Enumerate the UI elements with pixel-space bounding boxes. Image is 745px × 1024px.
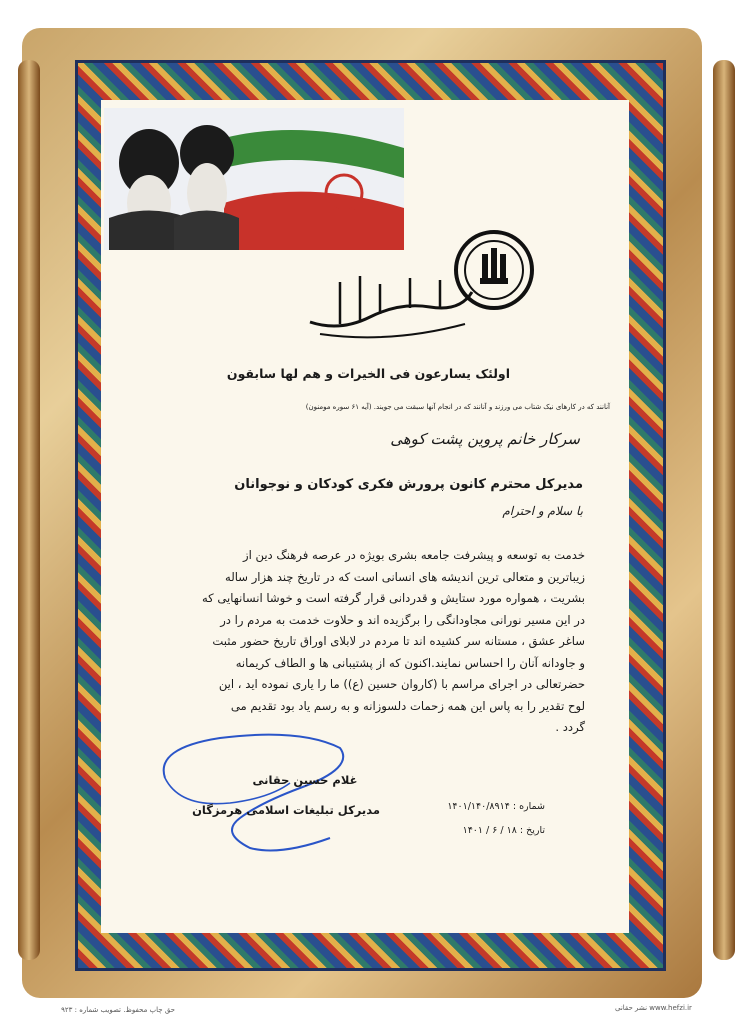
quran-verse: اولئک یسارعون فی الخیرات و هم لها سابقون <box>226 366 510 381</box>
addressee-position: مدیرکل محترم کانون پرورش فکری کودکان و نوجوانان <box>234 477 583 492</box>
signer-name: غلام حسین حقانی <box>252 773 358 787</box>
handwritten-signature <box>150 728 360 858</box>
document-number: شماره : ۱۴۰۱/۱۴۰/۸۹۱۴ <box>447 801 545 812</box>
body-line: بشریت ، همواره مورد ستایش و قدردانی قرار گرفته است و خوشا انسانهایی که <box>201 591 585 605</box>
body-line: لوح تقدیر را به پاس این همه زحمات دلسوزانه و به رسم یاد بود تقدیم می <box>230 698 585 713</box>
scroll-rod-left <box>18 60 40 960</box>
body-line: در این مسیر نورانی مجاودانگی را برگزیده اند و حلاوت خدمت به مردم را در <box>220 612 585 627</box>
body-line: خدمت به توسعه و پیشرفت جامعه بشری بویژه در عرصه فرهنگ دین از <box>242 548 585 562</box>
signer-title: مدیرکل تبلیغات اسلامی هرمزگان <box>192 803 380 817</box>
document-date: تاریخ : ۱۸ / ۶ / ۱۴۰۱ <box>462 825 545 836</box>
bismillah-calligraphy <box>300 262 480 342</box>
body-line: ساغر عشق ، مستانه سر کشیده اند تا مردم در لابلای اوراق تاریخ حضور مثبت <box>212 634 585 648</box>
scroll-rod-right <box>713 60 735 960</box>
verse-translation: آنانند که در کارهای نیک شتاب می ورزند و آنانند که در انجام آنها سبقت می جویند. (آیه ۶۱ سوره مومنون) <box>305 403 610 411</box>
greeting: با سلام و احترام <box>502 504 583 518</box>
body-line: حضرتعالی در اجرای مراسم با (کاروان حسین (ع)) ما را یاری نموده اید ، این <box>218 677 585 691</box>
body-line: زیباترین و متعالی ترین اندیشه های انسانی است که در تاریخ چند هزار ساله <box>225 569 585 584</box>
addressee: سرکار خانم پروین پشت کوهی <box>390 430 580 448</box>
footer-publisher: نشر حقانی www.hefzi.ir <box>615 1004 692 1012</box>
body-line: و جاودانه آنان را احساس نمایند.اکنون که از پشتیبانی ها و الطاف کریمانه <box>235 655 585 670</box>
certificate-body <box>160 545 585 739</box>
portrait-flag-image <box>104 108 404 250</box>
body-line: گردد . <box>555 720 585 734</box>
footer-copyright: حق چاپ محفوظ. تصویب شماره : ۹۲۳ <box>61 1006 175 1014</box>
